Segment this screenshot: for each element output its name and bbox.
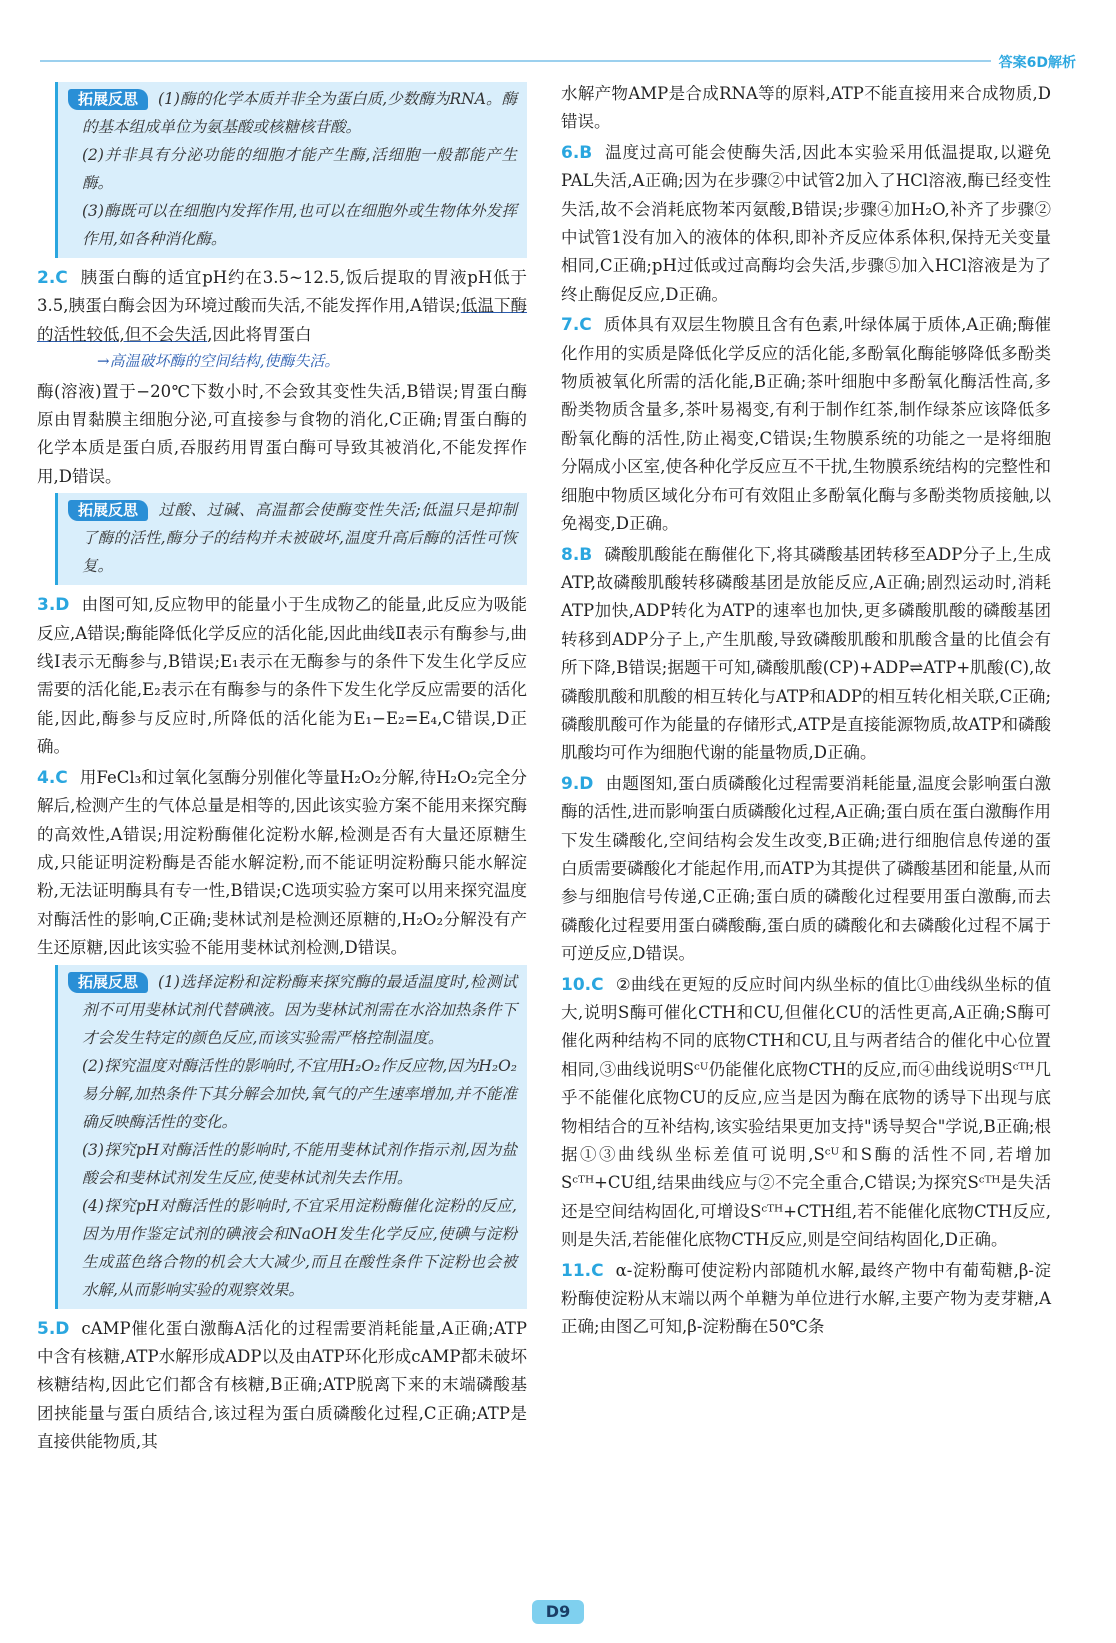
reflection-text: (3)探究pH对酶活性的影响时,不能用斐林试剂作指示剂,因为盐酸会和斐林试剂发生反应,使斐林试剂失去作用。 — [82, 1140, 517, 1187]
reflection-line — [82, 1192, 517, 1304]
handwritten-note: →高温破坏酶的空间结构,使酶失活。 — [97, 352, 340, 371]
answer-letter: D — [55, 1318, 70, 1339]
explanation-text: 用FeCl₃和过氧化氢酶分别催化等量H₂O₂分解,待H₂O₂完全分解后,检测产生的气体总量是相等的,因此该实验方案不能用来探究酶的高效性,A错误;用淀粉酶催化淀粉水解,检测是否有大量还原糖生成,只能证明淀粉酶是否能水解淀粉,而不能证明淀粉酶只能水解淀粉,无法证明酶具有专一性,B错误;C选项实验方案可以用来探究温度对酶活性的影响,C正确;斐林试剂是检测还原糖的,H₂O₂分解没有产生还原糖,因此该实验不能用斐林试剂检测,D错误。 — [37, 767, 527, 958]
reflection-text: (4)探究pH对酶活性的影响时,不宜采用淀粉酶催化淀粉的反应,因为用作鉴定试剂的碘液会和NaOH发生化学反应,使碘与淀粉生成蓝色络合物的机会大大减少,而且在酸性条件下淀粉也会被水解,从而影响实验的观察效果。 — [82, 1196, 517, 1299]
answer-letter: C — [591, 974, 604, 995]
explanation-continued: 酶(溶液)置于−20℃下数小时,不会致其变性失活,B错误;胃蛋白酶原由胃黏膜主细胞分泌,可直接参与食物的消化,C正确;胃蛋白酶的化学本质是蛋白质,吞服药用胃蛋白酶可导致其被消化,不能发挥作用,D错误。 — [37, 381, 527, 486]
answer-item — [37, 591, 527, 761]
reflection-line — [78, 968, 517, 1052]
reflection-box — [55, 493, 527, 585]
reflection-line — [82, 141, 517, 197]
answer-item — [561, 311, 1051, 538]
answer-letter: D — [55, 595, 70, 616]
reflection-text: (1)酶的化学本质并非全为蛋白质,少数酶为RNA。酶的基本组成单位为氨基酸或核糖核苷酸。 — [82, 90, 517, 136]
answer-letter: C — [55, 268, 68, 288]
page-number: D9 — [532, 1600, 584, 1624]
answer-item — [561, 139, 1051, 309]
question-number: 2. — [37, 268, 56, 288]
reflection-line — [82, 197, 517, 253]
reflection-text: (2)并非具有分泌功能的细胞才能产生酶,活细胞一般都能产生酶。 — [82, 146, 517, 192]
answer-item — [561, 770, 1051, 969]
reflection-tag: 拓展反思 — [68, 89, 148, 110]
question-number: 3. — [37, 595, 56, 616]
answer-letter: C — [591, 1260, 604, 1281]
answer-item — [561, 971, 1051, 1255]
reflection-line — [82, 1136, 517, 1192]
explanation-text: ,因此将胃蛋白 — [207, 324, 312, 344]
answer-item — [561, 1257, 1051, 1342]
reflection-text: (2)探究温度对酶活性的影响时,不宜用H₂O₂作反应物,因为H₂O₂易分解,加热条件下其分解会加快,氧气的产生速率增加,并不能准确反映酶活性的变化。 — [82, 1056, 517, 1131]
question-number: 6. — [561, 142, 580, 163]
reflection-tag: 拓展反思 — [68, 972, 148, 993]
answer-letter: C — [55, 767, 68, 788]
reflection-line — [78, 85, 517, 141]
reflection-box — [55, 82, 527, 258]
answer-letter: B — [579, 142, 593, 163]
answer-letter: D — [579, 773, 594, 794]
question-number: 11. — [561, 1260, 592, 1281]
explanation-text: α-淀粉酶可使淀粉内部随机水解,最终产物中有葡萄糖,β-淀粉酶使淀粉从末端以两个单糖为单位进行水解,主要产物为麦芽糖,A正确;由图乙可知,β-淀粉酶在50℃条 — [561, 1260, 1051, 1337]
explanation-text: 胰蛋白酶的适宜pH约在3.5~12.5,饭后提取的胃液pH低于3.5,胰蛋白酶会因为环境过酸而失活,不能发挥作用,A错误; — [37, 268, 527, 316]
reflection-text: 过酸、过碱、高温都会使酶变性失活;低温只是抑制了酶的活性,酶分子的结构并未被破坏,温度升高后酶的活性可恢复。 — [82, 501, 517, 576]
explanation-text: 质体具有双层生物膜且含有色素,叶绿体属于质体,A正确;酶催化作用的实质是降低化学反应的活化能,多酚氧化酶能够降低多酚类物质被氧化所需的活化能,B正确;茶叶细胞中多酚氧化酶活性高,多酚类物质含量多,茶叶易褐变,有利于制作红茶,制作绿茶应该降低多酚氧化酶的活性,防止褐变,C错误;生物膜系统的功能之一是将细胞分隔成小区室,使各种化学反应互不干扰,生物膜系统结构的完整性和细胞中物质区域化分布可有效阻止多酚氧化酶与多酚类物质接触,以免褐变,D正确。 — [561, 315, 1051, 534]
explanation-text: cAMP催化蛋白激酶A活化的过程需要消耗能量,A正确;ATP中含有核糖,ATP水解形成ADP以及由ATP环化形成cAMP都未破坏核糖结构,因此它们都含有核糖,B正确;ATP脱离下来的末端磷酸基团挟能量与蛋白质结合,该过程为蛋白质磷酸化过程,C正确;ATP是直接供能物质,其 — [37, 1318, 527, 1452]
header-label: 答案6D解析 — [991, 52, 1076, 72]
answer-item — [37, 1315, 527, 1457]
header-rule — [40, 60, 1076, 62]
answer-item — [561, 541, 1051, 768]
answer-item — [37, 264, 527, 349]
underlined-text: 低温下酶的活性较低,但不会失活 — [37, 296, 528, 344]
explanation-text: 磷酸肌酸能在酶催化下,将其磷酸基团转移至ADP分子上,生成ATP,故磷酸肌酸转移磷酸基团是放能反应,A正确;剧烈运动时,消耗ATP加快,ADP转化为ATP的速率也加快,更多磷酸肌酸的磷酸基团转移到ADP分子上,产生肌酸,导致磷酸肌酸和肌酸含量的比值会有所下降,B错误;据题干可知,磷酸肌酸(CP)+ADP⇌ATP+肌酸(C),故磷酸肌酸和肌酸的相互转化与ATP和ADP的相互转化相关联,C正确;磷酸肌酸可作为能量的存储形式,ATP是直接能源物质,故ATP和磷酸肌酸均可作为细胞代谢的能量物质,D正确。 — [561, 544, 1051, 763]
explanation-text: 温度过高可能会使酶失活,因此本实验采用低温提取,以避免PAL失活,A正确;因为在步骤②中试管2加入了HCl溶液,酶已经变性失活,故不会消耗底物苯丙氨酸,B错误;步骤④加H₂O,补齐了步骤②中试管1没有加入的液体的体积,即补齐反应体系体积,保持无关变量相同,C正确;pH过低或过高酶均会失活,步骤⑤加入HCl溶液是为了终止酶促反应,D正确。 — [561, 142, 1051, 304]
reflection-line — [78, 496, 517, 580]
question-number: 4. — [37, 767, 56, 788]
reflection-line — [82, 1052, 517, 1136]
right-column — [561, 80, 1051, 1344]
question-number: 7. — [561, 315, 580, 336]
explanation-continued: 水解产物AMP是合成RNA等的原料,ATP不能直接用来合成物质,D错误。 — [561, 84, 1051, 132]
left-column — [37, 80, 527, 1459]
explanation-text: ②曲线在更短的反应时间内纵坐标的值比①曲线纵坐标的值大,说明S酶可催化CTH和CU,但催化CU的活性更高,A正确;S酶可催化两种结构不同的底物CTH和CU,且与两者结合的催化中心位置相同,③曲线说明Sᶜᵁ仍能催化底物CTH的反应,而④曲线说明Sᶜᵀᴴ几乎不能催化底物CU的反应,应当是因为酶在底物的诱导下出现与底物相结合的互补结构,该实验结果更加支持"诱导契合"学说,B正确;根据①③曲线纵坐标差值可说明,Sᶜᵁ和S酶的活性不同,若增加Sᶜᵀᴴ+CU组,结果曲线应与②不完全重合,C错误;为探究Sᶜᵀᴴ是失活还是空间结构固化,可增设Sᶜᵀᴴ+CTH组,若不能催化底物CTH反应,则是失活,若能催化底物CTH反应,则是空间结构固化,D正确。 — [561, 974, 1051, 1250]
question-number: 9. — [561, 773, 580, 794]
explanation-text: 由题图知,蛋白质磷酸化过程需要消耗能量,温度会影响蛋白激酶的活性,进而影响蛋白质磷酸化过程,A正确;蛋白质在蛋白激酶作用下发生磷酸化,空间结构会发生改变,B正确;进行细胞信息传递的蛋白质需要磷酸化才能起作用,而ATP为其提供了磷酸基团和能量,从而参与细胞信号传递,C正确;蛋白质的磷酸化过程要用蛋白激酶,而去磷酸化过程要用蛋白磷酸酶,蛋白质的磷酸化和去磷酸化过程不属于可逆反应,D错误。 — [561, 773, 1051, 964]
answer-letter: B — [579, 544, 593, 565]
question-number: 10. — [561, 974, 592, 995]
question-number: 5. — [37, 1318, 56, 1339]
reflection-text: (3)酶既可以在细胞内发挥作用,也可以在细胞外或生物体外发挥作用,如各种消化酶。 — [82, 202, 517, 248]
answer-item — [37, 764, 527, 963]
answer-letter: C — [579, 315, 592, 336]
reflection-box — [55, 965, 527, 1309]
reflection-text: (1)选择淀粉和淀粉酶来探究酶的最适温度时,检测试剂不可用斐林试剂代替碘液。因为斐林试剂需在水浴加热条件下才会发生特定的颜色反应,而该实验需严格控制温度。 — [82, 972, 517, 1047]
question-number: 8. — [561, 544, 580, 565]
explanation-text: 由图可知,反应物甲的能量小于生成物乙的能量,此反应为吸能反应,A错误;酶能降低化学反应的活化能,因此曲线Ⅱ表示有酶参与,曲线Ⅰ表示无酶参与,B错误;E₁表示在无酶参与的条件下发生化学反应需要的活化能,E₂表示在有酶参与的条件下发生化学反应需要的活化能,因此,酶参与反应时,所降低的活化能为E₁−E₂=E₄,C错误,D正确。 — [37, 595, 527, 757]
reflection-tag: 拓展反思 — [68, 500, 148, 521]
